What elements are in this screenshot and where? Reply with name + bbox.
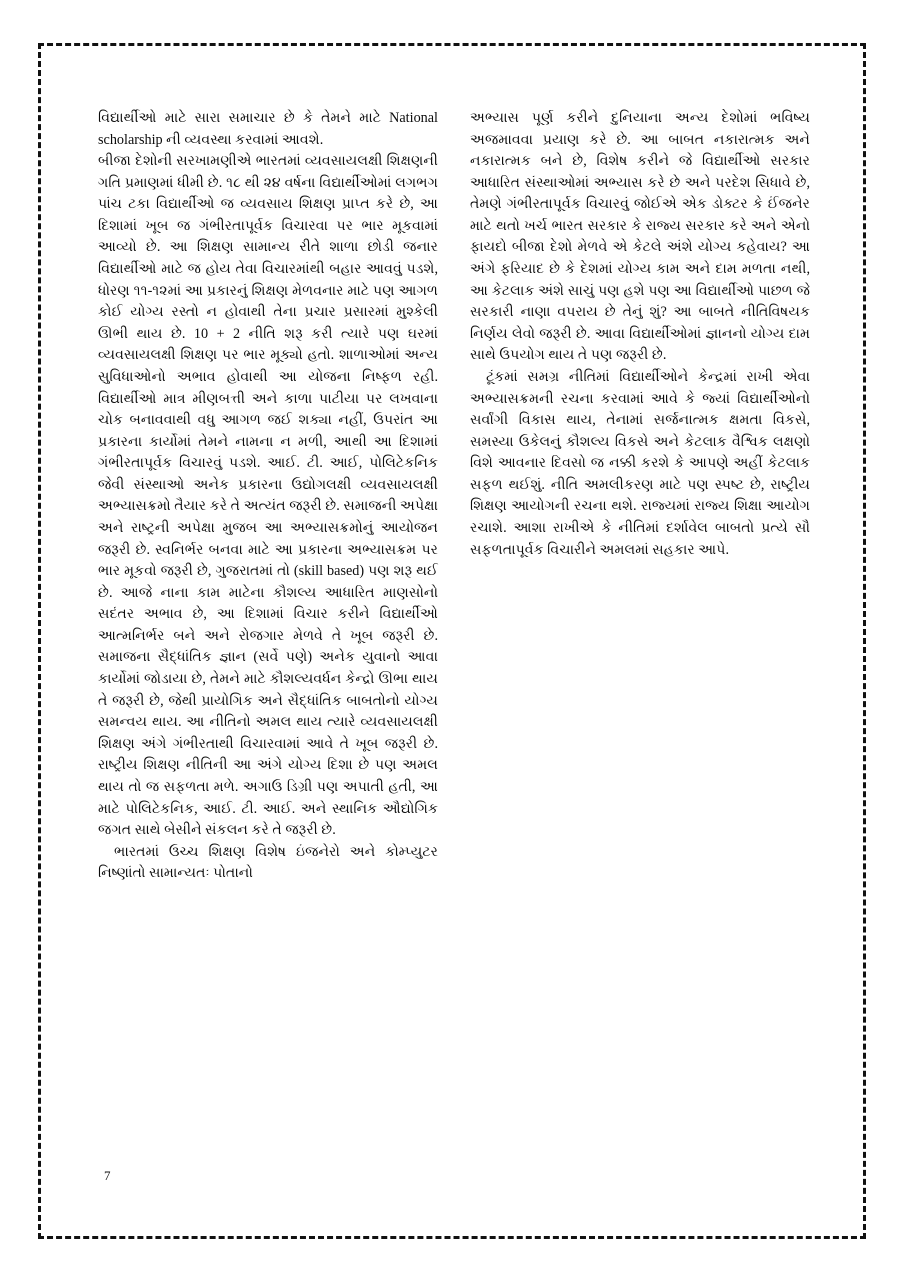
page-content	[98, 108, 810, 1143]
paragraph: ટૂંકમાં સમગ્ર નીતિમાં વિદ્યાર્થીઓને કેન્દ્રમાં રાખી એવા અભ્યાસક્રમની રચના કરવામાં આવે કે જ્યાં વિદ્યાર્થીઓનો સર્વાંગી વિકાસ થાય, તેનામાં સર્જનાત્મક ક્ષમતા વિકસે, સમસ્યા ઉકેલનું કૌશલ્ય વિકસે અને કેટલાક વૈશ્વિક લક્ષણો વિશે આવનાર દિવસો જ નક્કી કરશે કે આપણે અહીં કેટલાક સફળ થઈશું. નીતિ અમલીકરણ માટે પણ સ્પષ્ટ છે, રાષ્ટ્રીય શિક્ષણ આયોગની રચના થશે. રાજ્યમાં રાજ્ય શિક્ષા આયોગ રચાશે. આશા રાખીએ કે નીતિમાં દર્શાવેલ બાબતો પ્રત્યે સૌ સફળતાપૂર્વક વિચારીને અમલમાં સહકાર આપે.	[470, 368, 810, 558]
paragraph: અભ્યાસ પૂર્ણ કરીને દુનિયાના અન્ય દેશોમાં ભવિષ્ય અજમાવવા પ્રયાણ કરે છે. આ બાબત નકારાત્મક અને નકારાત્મક બને છે, વિશેષ કરીને જે વિદ્યાર્થીઓ સરકાર આધારિત સંસ્થાઓમાં અભ્યાસ કરે છે અને પરદેશ સિધાવે છે, તેમણે ગંભીરતાપૂર્વક વિચારવું જોઈએ એક ડોક્ટર કે ઈંજનેર માટે થતો ખર્ચ ભારત સરકાર કે રાજ્ય સરકાર કરે અને એનો ફાયદો બીજા દેશો મેળવે એ કેટલે અંશે યોગ્ય કહેવાય? આ અંગે ફરિયાદ છે કે દેશમાં યોગ્ય કામ અને દામ મળતા નથી, આ કેટલાક અંશે સાચું પણ હશે પણ આ વિદ્યાર્થીઓ પાછળ જે સરકારી નાણા વપરાય છે તેનું શું? આ બાબતે નીતિવિષયક નિર્ણય લેવો જરૂરી છે. આવા વિદ્યાર્થીઓમાં જ્ઞાનનો યોગ્ય દામ સાથે ઉપયોગ થાય તે પણ જરૂરી છે.	[470, 110, 810, 364]
left-column	[98, 108, 438, 1143]
paragraph: વિદ્યાર્થીઓ માટે સારા સમાચાર છે કે તેમને માટે National scholarship ની વ્યવસ્થા કરવામાં આવશે.	[98, 110, 438, 148]
page-number: 7	[104, 1168, 111, 1183]
paragraph: ભારતમાં ઉચ્ચ શિક્ષણ વિશેષ ઇંજનેરો અને કોમ્પ્યુટર નિષ્ણાંતો સામાન્યતઃ પોતાનો	[98, 843, 438, 882]
right-column	[470, 108, 810, 1143]
paragraph: બીજા દેશોની સરખામણીએ ભારતમાં વ્યવસાયલક્ષી શિક્ષણની ગતિ પ્રમાણમાં ધીમી છે. ૧૮ થી ૨૪ વર્ષના વિદ્યાર્થીઓમાં લગભગ પાંચ ટકા વિદ્યાર્થીઓ જ વ્યવસાય શિક્ષણ પ્રાપ્ત કરે છે, આ દિશામાં ખૂબ જ ગંભીરતાપૂર્વક વિચારવા પર ભાર મૂકવામાં આવ્યો છે. આ શિક્ષણ સામાન્ય રીતે શાળા છોડી જનાર વિદ્યાર્થીઓ માટે જ હોય તેવા વિચારમાંથી બહાર આવવું પડશે, ધોરણ ૧૧-૧૨માં આ પ્રકારનું શિક્ષણ મેળવનાર માટે પણ આગળ કોઈ યોગ્ય રસ્તો ન હોવાથી તેના પ્રચાર પ્રસારમાં મુશ્કેલી ઊભી થાય છે. 10 + 2 નીતિ શરૂ કરી ત્યારે પણ ઘરમાં વ્યવસાયલક્ષી શિક્ષણ પર ભાર મૂક્યો હતો. શાળાઓમાં અન્ય સુવિધાઓનો અભાવ હોવાથી આ યોજના નિષ્ફળ રહી. વિદ્યાર્થીઓ માત્ર મીણબત્તી અને કાળા પાટીયા પર લખવાના ચોક બનાવવાથી વધુ આગળ જઈ શક્યા નહીં, ઉપરાંત આ પ્રકારના કાર્યોમાં તેમને નામના ન મળી, આથી આ દિશામાં ગંભીરતાપૂર્વક વિચારવું પડશે. આઈ. ટી. આઈ, પોલિટેકનિક જેવી સંસ્થાઓ અનેક પ્રકારના ઉદ્યોગલક્ષી વ્યવસાયલક્ષી અભ્યાસક્રમો તૈયાર કરે તે અત્યંત જરૂરી છે. સમાજની અપેક્ષા અને રાષ્ટ્રની અપેક્ષા મુજબ આ અભ્યાસક્રમોનું આયોજન જરૂરી છે. સ્વનિર્ભર બનવા માટે આ પ્રકારના અભ્યાસક્રમ પર ભાર મૂકવો જરૂરી છે, ગુજરાતમાં તો (skill based) પણ શરૂ થઈ છે. આજે નાના કામ માટેના કૌશલ્ય આધારિત માણસોનો સદંતર અભાવ છે, આ દિશામાં વિચાર કરીને વિદ્યાર્થીઓ આત્મનિર્ભર બને અને રોજગાર મેળવે તે ખૂબ જરૂરી છે. સમાજના સૈદ્ધાંતિક જ્ઞાન (સર્વે પણે) અનેક યુવાનો આવા કાર્યોમાં જોડાયા છે, તેમને માટે કૌશલ્યવર્ધન કેન્દ્રો ઊભા થાય તે જરૂરી છે, જેથી પ્રાયોગિક અને સૈદ્ધાંતિક બાબતોનો યોગ્ય સમન્વય થાય. આ નીતિનો અમલ થાય ત્યારે વ્યવસાયલક્ષી શિક્ષણ અંગે ગંભીરતાથી વિચારવામાં આવે તે ખૂબ જરૂરી છે. રાષ્ટ્રીય શિક્ષણ નીતિની આ અંગે યોગ્ય દિશા છે પણ અમલ થાય તો જ સફળતા મળે. અગાઉ ડિગ્રી પણ અપાતી હતી, આ માટે પોલિટેકનિક, આઈ. ટી. આઈ. અને સ્થાનિક ઔદ્યોગિક જગત સાથે બેસીને સંકલન કરે તે જરૂરી છે.	[98, 153, 438, 839]
